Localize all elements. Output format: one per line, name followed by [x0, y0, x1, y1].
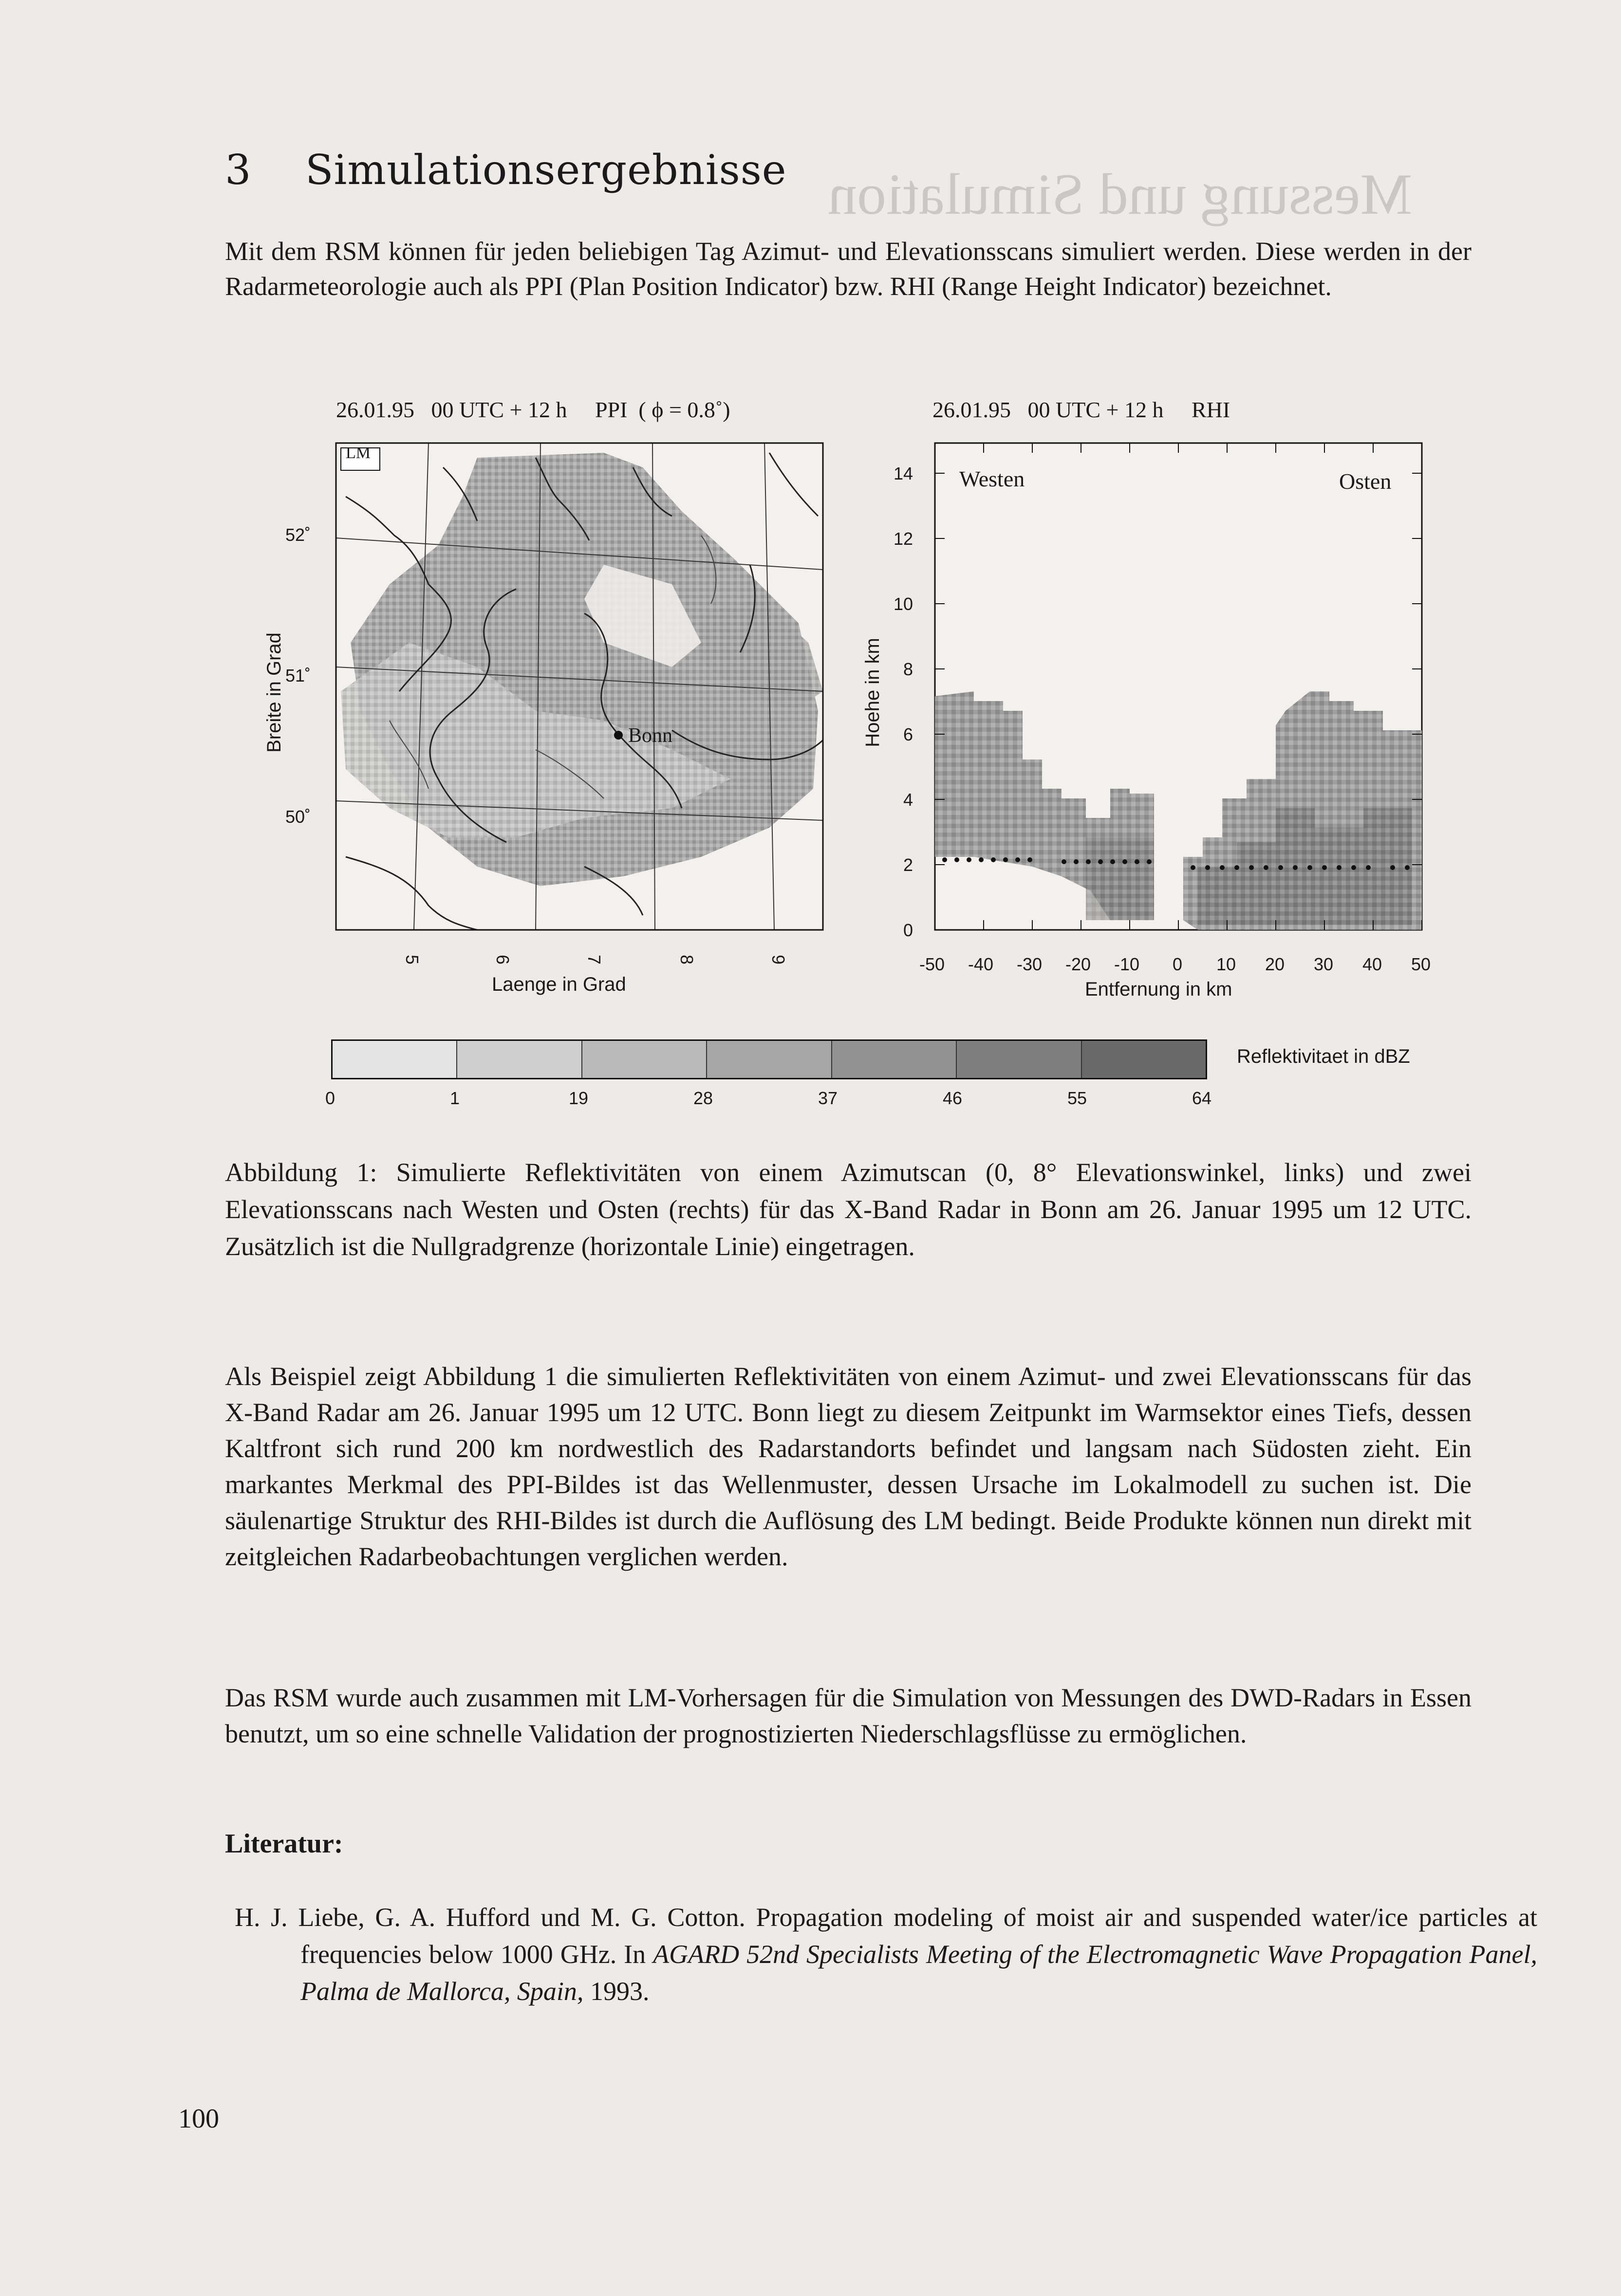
colorbar-segment [1082, 1041, 1206, 1078]
rhi-xtick: -50 [919, 954, 945, 974]
ppi-title: 26.01.95 00 UTC + 12 h PPI ( ϕ = 0.8˚) [336, 397, 730, 422]
paragraph-1: Als Beispiel zeigt Abbildung 1 die simulierten Reflektivitäten von einem Azimut- und zwei Elevationsscans für das X-Band Radar am 26. Januar 1995 um 12 UTC. Bonn liegt zu diesem Zeitpunkt im Warmsektor eines Tiefs, dessen Kaltfront sich rund 200 km nordwestlich des Radarstandorts befindet und langsam nach Südosten zieht. Ein markantes Merkmal des PPI-Bildes ist das Wellenmuster, dessen Ursache im Lokalmodell zu suchen ist. Die säulenartige Struktur des RHI-Bildes ist durch die Auflösung des LM bedingt. Beide Produkte können nun direkt mit zeitgleichen Radarbeobachtungen verglichen werden. [225, 1362, 1472, 1571]
rhi-xtick: 30 [1314, 954, 1334, 974]
colorbar-tick: 19 [569, 1088, 589, 1108]
ppi-ytick: 50˚ [285, 807, 311, 827]
ppi-xtick: 6 [493, 954, 513, 965]
colorbar-segment [333, 1041, 457, 1078]
paragraph-2: Das RSM wurde auch zusammen mit LM-Vorhersagen für die Simulation von Messungen des DWD-Radars in Essen benutzt, um so eine schnelle Validation der prognostizierten Niederschlagsflüsse zu ermöglichen. [225, 1683, 1472, 1748]
colorbar-segment [707, 1041, 832, 1078]
rhi-echo-west-dark [1086, 837, 1154, 920]
rhi-ylabel: Hoehe in km [861, 638, 883, 747]
rhi-xlabel: Entfernung in km [1085, 979, 1232, 1000]
rhi-xtick: -40 [968, 954, 994, 974]
rhi-ytick: 12 [894, 529, 913, 549]
ppi-ylabel: Breite in Grad [263, 632, 285, 753]
colorbar-segment [957, 1041, 1081, 1078]
reference-authors: H. J. Liebe, G. A. Hufford und M. G. Cotton. Propagation modeling of moist air and suspended water/ice particles at frequencies below 1000 GHz. In [235, 1903, 1537, 1969]
rhi-xtick: 0 [1173, 954, 1183, 974]
rhi-ytick: 10 [894, 594, 913, 614]
rhi-ytick: 4 [903, 790, 913, 810]
rhi-ytick: 8 [903, 659, 913, 679]
bonn-marker [614, 731, 623, 740]
colorbar-tick: 1 [450, 1088, 460, 1108]
ppi-box-label: LM [346, 444, 371, 462]
colorbar-tick: 37 [818, 1088, 838, 1108]
rhi-xtick: 50 [1411, 954, 1431, 974]
section-number: 3 [225, 146, 252, 194]
rhi-west-label: Westen [959, 466, 1025, 491]
reference-entry [235, 1899, 1537, 2010]
ppi-city-label: Bonn [628, 724, 673, 747]
ppi-map [331, 438, 828, 940]
ppi-xtick: 7 [584, 954, 605, 965]
intro-paragraph: Mit dem RSM können für jeden beliebigen Tag Azimut- und Elevationsscans simuliert werden. Diese werden in der Radarmeteorologie auch als PPI (Plan Position Indicator) bzw. RHI (Range Height Indicator) bezeichnet. [225, 237, 1472, 301]
rhi-xtick: 40 [1362, 954, 1382, 974]
literature-heading: Literatur: [225, 1829, 343, 1859]
rhi-ytick: 0 [903, 920, 913, 940]
colorbar-tick: 55 [1067, 1088, 1087, 1108]
ppi-xlabel: Laenge in Grad [492, 974, 626, 995]
rhi-xtick: -10 [1114, 954, 1140, 974]
rhi-ytick: 2 [903, 855, 913, 875]
reference-year: 1993. [583, 1977, 650, 2006]
colorbar-segment [832, 1041, 957, 1078]
colorbar-tick: 46 [943, 1088, 963, 1108]
rhi-ytick: 14 [894, 463, 913, 483]
colorbar [331, 1039, 1207, 1079]
section-title: Simulationsergebnisse [305, 146, 787, 194]
ppi-ytick: 51˚ [285, 666, 311, 685]
colorbar-label: Reflektivitaet in dBZ [1237, 1046, 1410, 1067]
rhi-xtick: -30 [1017, 954, 1043, 974]
rhi-title: 26.01.95 00 UTC + 12 h RHI [932, 397, 1230, 422]
show-through: Messung und Simulation [828, 162, 1413, 226]
ppi-xtick: 9 [768, 954, 789, 965]
rhi-chart [925, 438, 1432, 944]
rhi-xtick: 20 [1265, 954, 1285, 974]
colorbar-tick: 0 [325, 1088, 335, 1108]
ppi-xtick: 5 [402, 954, 423, 965]
colorbar-segment [582, 1041, 707, 1078]
rhi-east-label: Osten [1339, 469, 1392, 494]
section-heading [225, 146, 787, 194]
ppi-ytick: 52˚ [285, 525, 311, 545]
rhi-ytick: 6 [903, 724, 913, 744]
colorbar-segment [457, 1041, 582, 1078]
page-number: 100 [178, 2104, 219, 2134]
colorbar-tick: 64 [1192, 1088, 1212, 1108]
figure-caption: Abbildung 1: Simulierte Reflektivitäten von einem Azimutscan (0, 8° Elevationswinkel, links) und zwei Elevationsscans nach Westen und Osten (rechts) für das X-Band Radar in Bonn am 26. Januar 1995 um 12 UTC. Zusätzlich ist die Nullgradgrenze (horizontale Linie) eingetragen. [225, 1158, 1472, 1261]
ppi-xtick: 8 [677, 954, 697, 965]
reference-venue: AGARD 52nd Specialists Meeting of the Electromagnetic Wave Propagation Panel, Palma de Mallorca, Spain, [300, 1940, 1538, 2006]
rhi-xtick: 10 [1216, 954, 1236, 974]
colorbar-tick: 28 [693, 1088, 713, 1108]
rhi-xtick: -20 [1065, 954, 1091, 974]
